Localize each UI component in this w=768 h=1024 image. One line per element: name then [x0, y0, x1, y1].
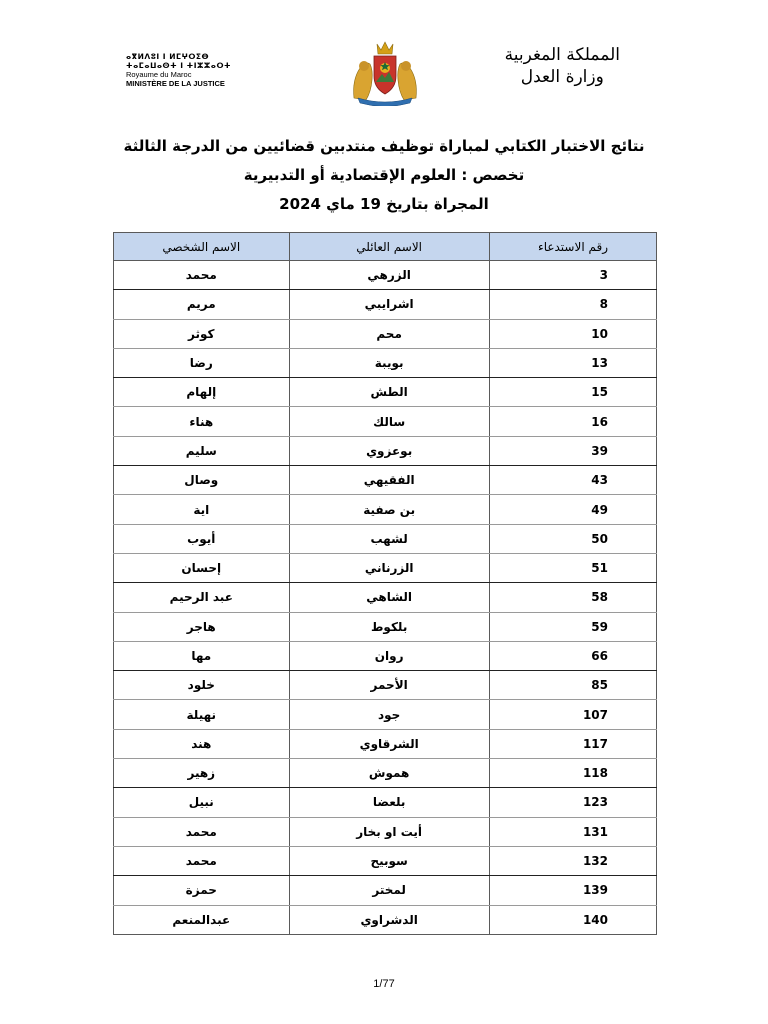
- table-row: [114, 583, 657, 612]
- tifinagh-line-1: ⴰⴳⵍⴷⵓⵏ ⵏ ⵍⵎⵖⵔⵉⴱ: [126, 52, 210, 61]
- first-name-cell: محمد: [114, 817, 290, 846]
- convocation-number-cell: 15: [489, 378, 656, 407]
- results-table: [113, 232, 657, 935]
- ministry-logo-arabic: [505, 44, 620, 88]
- table-row: [114, 553, 657, 582]
- first-name-cell: حمزة: [114, 876, 290, 905]
- table-row: [114, 319, 657, 348]
- convocation-number-cell: 140: [489, 905, 656, 934]
- first-name-cell: نبيل: [114, 788, 290, 817]
- document-titles: [0, 132, 768, 219]
- first-name-cell: سليم: [114, 436, 290, 465]
- convocation-number-cell: 39: [489, 436, 656, 465]
- first-name-cell: عبدالمنعم: [114, 905, 290, 934]
- first-name-cell: هناء: [114, 407, 290, 436]
- family-name-cell: بلكوط: [289, 612, 489, 641]
- table-row: [114, 905, 657, 934]
- table-row: [114, 261, 657, 290]
- first-name-cell: إلهام: [114, 378, 290, 407]
- family-name-cell: بلعضا: [289, 788, 489, 817]
- family-name-cell: الأحمر: [289, 671, 489, 700]
- convocation-number-cell: 131: [489, 817, 656, 846]
- table-row: [114, 700, 657, 729]
- kingdom-label-ar: المملكة المغربية: [504, 45, 620, 65]
- first-name-cell: كوثر: [114, 319, 290, 348]
- header-first-name: الاسم الشخصي: [114, 233, 290, 261]
- family-name-cell: لشهب: [289, 524, 489, 553]
- convocation-number-cell: 59: [489, 612, 656, 641]
- ministry-label-fr: MINISTÈRE DE LA JUSTICE: [126, 79, 225, 88]
- specialty-line: تخصص : العلوم الإقتصادية أو التدبيرية: [243, 166, 525, 184]
- convocation-number-cell: 139: [489, 876, 656, 905]
- convocation-number-cell: 50: [489, 524, 656, 553]
- convocation-number-cell: 49: [489, 495, 656, 524]
- table-row: [114, 290, 657, 319]
- convocation-number-cell: 85: [489, 671, 656, 700]
- first-name-cell: عبد الرحيم: [114, 583, 290, 612]
- convocation-number-cell: 51: [489, 553, 656, 582]
- exam-date-line: المجراة بتاريخ 19 ماي 2024: [279, 195, 489, 213]
- convocation-number-cell: 13: [489, 348, 656, 377]
- family-name-cell: سوبيح: [289, 846, 489, 875]
- convocation-number-cell: 66: [489, 641, 656, 670]
- convocation-number-cell: 16: [489, 407, 656, 436]
- header-family-name: الاسم العائلي: [289, 233, 489, 261]
- first-name-cell: أيوب: [114, 524, 290, 553]
- first-name-cell: هاجر: [114, 612, 290, 641]
- first-name-cell: نهيلة: [114, 700, 290, 729]
- table-row: [114, 729, 657, 758]
- family-name-cell: روان: [289, 641, 489, 670]
- family-name-cell: سالك: [289, 407, 489, 436]
- table-row: [114, 759, 657, 788]
- family-name-cell: بوعزوي: [289, 436, 489, 465]
- family-name-cell: جود: [289, 700, 489, 729]
- family-name-cell: محم: [289, 319, 489, 348]
- table-row: [114, 817, 657, 846]
- table-row: [114, 788, 657, 817]
- family-name-cell: بويبة: [289, 348, 489, 377]
- table-row: [114, 876, 657, 905]
- table-row: [114, 524, 657, 553]
- family-name-cell: بن صفية: [289, 495, 489, 524]
- page-header: [0, 36, 768, 116]
- convocation-number-cell: 118: [489, 759, 656, 788]
- first-name-cell: اية: [114, 495, 290, 524]
- convocation-number-cell: 43: [489, 466, 656, 495]
- convocation-number-cell: 10: [489, 319, 656, 348]
- tifinagh-line-2: ⵜⴰⵎⴰⵡⴰⵙⵜ ⵏ ⵜⵏⵣⵣⴰⵔⵜ: [126, 61, 232, 70]
- table-row: [114, 348, 657, 377]
- table-row: [114, 671, 657, 700]
- document-title: نتائج الاختبار الكتابي لمباراة توظيف منتدبين قضائيين من الدرجة الثالثة: [123, 137, 645, 155]
- table-row: [114, 466, 657, 495]
- first-name-cell: وصال: [114, 466, 290, 495]
- convocation-number-cell: 3: [489, 261, 656, 290]
- table-row: [114, 612, 657, 641]
- first-name-cell: محمد: [114, 846, 290, 875]
- table-row: [114, 378, 657, 407]
- first-name-cell: زهير: [114, 759, 290, 788]
- convocation-number-cell: 8: [489, 290, 656, 319]
- coat-of-arms-icon: [348, 40, 422, 106]
- convocation-number-cell: 117: [489, 729, 656, 758]
- family-name-cell: لمختر: [289, 876, 489, 905]
- first-name-cell: محمد: [114, 261, 290, 290]
- family-name-cell: الشاهي: [289, 583, 489, 612]
- table-row: [114, 846, 657, 875]
- page-number: 1/77: [373, 978, 395, 990]
- family-name-cell: الطش: [289, 378, 489, 407]
- ministry-logo-latin: [126, 52, 236, 88]
- table-row: [114, 436, 657, 465]
- convocation-number-cell: 132: [489, 846, 656, 875]
- table-row: [114, 407, 657, 436]
- family-name-cell: الفقيهي: [289, 466, 489, 495]
- family-name-cell: أيت او بخار: [289, 817, 489, 846]
- table-row: [114, 495, 657, 524]
- first-name-cell: إحسان: [114, 553, 290, 582]
- first-name-cell: هند: [114, 729, 290, 758]
- family-name-cell: اشرايبي: [289, 290, 489, 319]
- first-name-cell: خلود: [114, 671, 290, 700]
- family-name-cell: الشرقاوي: [289, 729, 489, 758]
- first-name-cell: مريم: [114, 290, 290, 319]
- kingdom-label-fr: Royaume du Maroc: [126, 70, 192, 79]
- convocation-number-cell: 107: [489, 700, 656, 729]
- family-name-cell: الدشراوي: [289, 905, 489, 934]
- family-name-cell: هموش: [289, 759, 489, 788]
- family-name-cell: الزرهي: [289, 261, 489, 290]
- table-header-row: [114, 233, 657, 261]
- family-name-cell: الزرناني: [289, 553, 489, 582]
- first-name-cell: مها: [114, 641, 290, 670]
- convocation-number-cell: 123: [489, 788, 656, 817]
- table-row: [114, 641, 657, 670]
- ministry-label-ar: وزارة العدل: [520, 67, 604, 87]
- first-name-cell: رضا: [114, 348, 290, 377]
- header-convocation-number: رقم الاستدعاء: [489, 233, 656, 261]
- convocation-number-cell: 58: [489, 583, 656, 612]
